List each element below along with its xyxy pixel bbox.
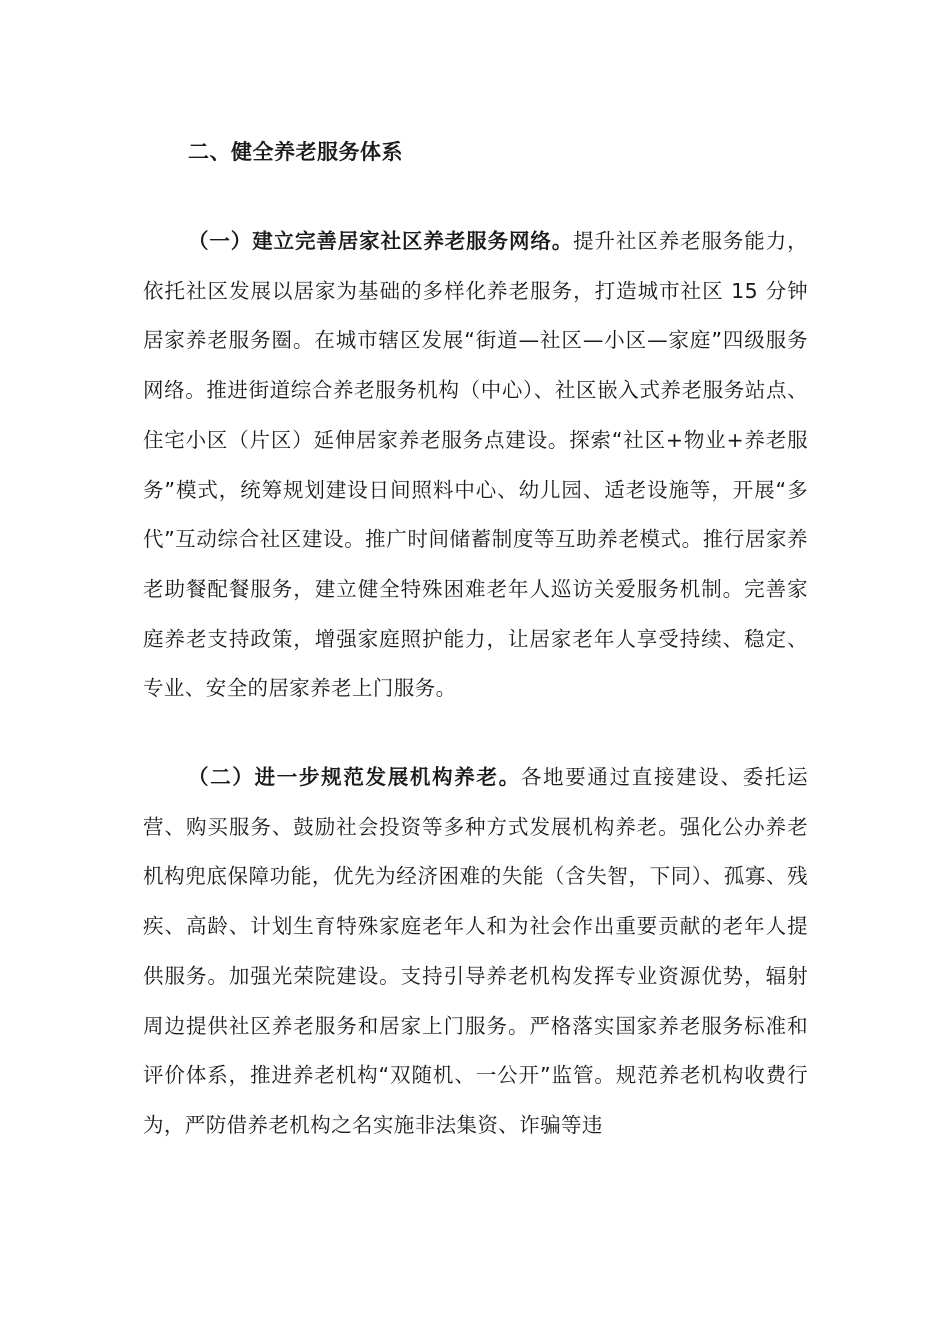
paragraph-body: 提升社区养老服务能力，依托社区发展以居家为基础的多样化养老服务，打造城市社区 15 分钟居家养老服务圈。在城市辖区发展“街道—社区—小区—家庭”四级服务网络。推进街道综合养老服务机构（中心）、社区嵌入式养老服务站点、住宅小区（片区）延伸居家养老服务点建设。探索“社区+物业+养老服务”模式，统筹规划建设日间照料中心、幼儿园、适老设施等，开展“多代”互动综合社区建设。推广时间储蓄制度等互助养老模式。推行居家养老助餐配餐服务，建立健全特殊困难老年人巡访关爱服务机制。完善家庭养老支持政策，增强家庭照护能力，让居家老年人享受持续、稳定、专业、安全的居家养老上门服务。 — [143, 229, 809, 701]
paragraph-community-elderly-care — [143, 217, 808, 714]
paragraph-institutional-elderly-care — [143, 753, 808, 1151]
paragraph-lead: （二）进一步规范发展机构养老。 — [188, 765, 521, 789]
paragraph-lead: （一）建立完善居家社区养老服务网络。 — [188, 229, 574, 253]
section-heading: 二、健全养老服务体系 — [188, 140, 403, 164]
paragraph-body: 各地要通过直接建设、委托运营、购买服务、鼓励社会投资等多种方式发展机构养老。强化公办养老机构兜底保障功能，优先为经济困难的失能（含失智，下同）、孤寡、残疾、高龄、计划生育特殊家庭老年人和为社会作出重要贡献的老年人提供服务。加强光荣院建设。支持引导养老机构发挥专业资源优势，辐射周边提供社区养老服务和居家上门服务。严格落实国家养老服务标准和评价体系，推进养老机构“双随机、一公开”监管。规范养老机构收费行为，严防借养老机构之名实施非法集资、诈骗等违 — [143, 765, 809, 1137]
